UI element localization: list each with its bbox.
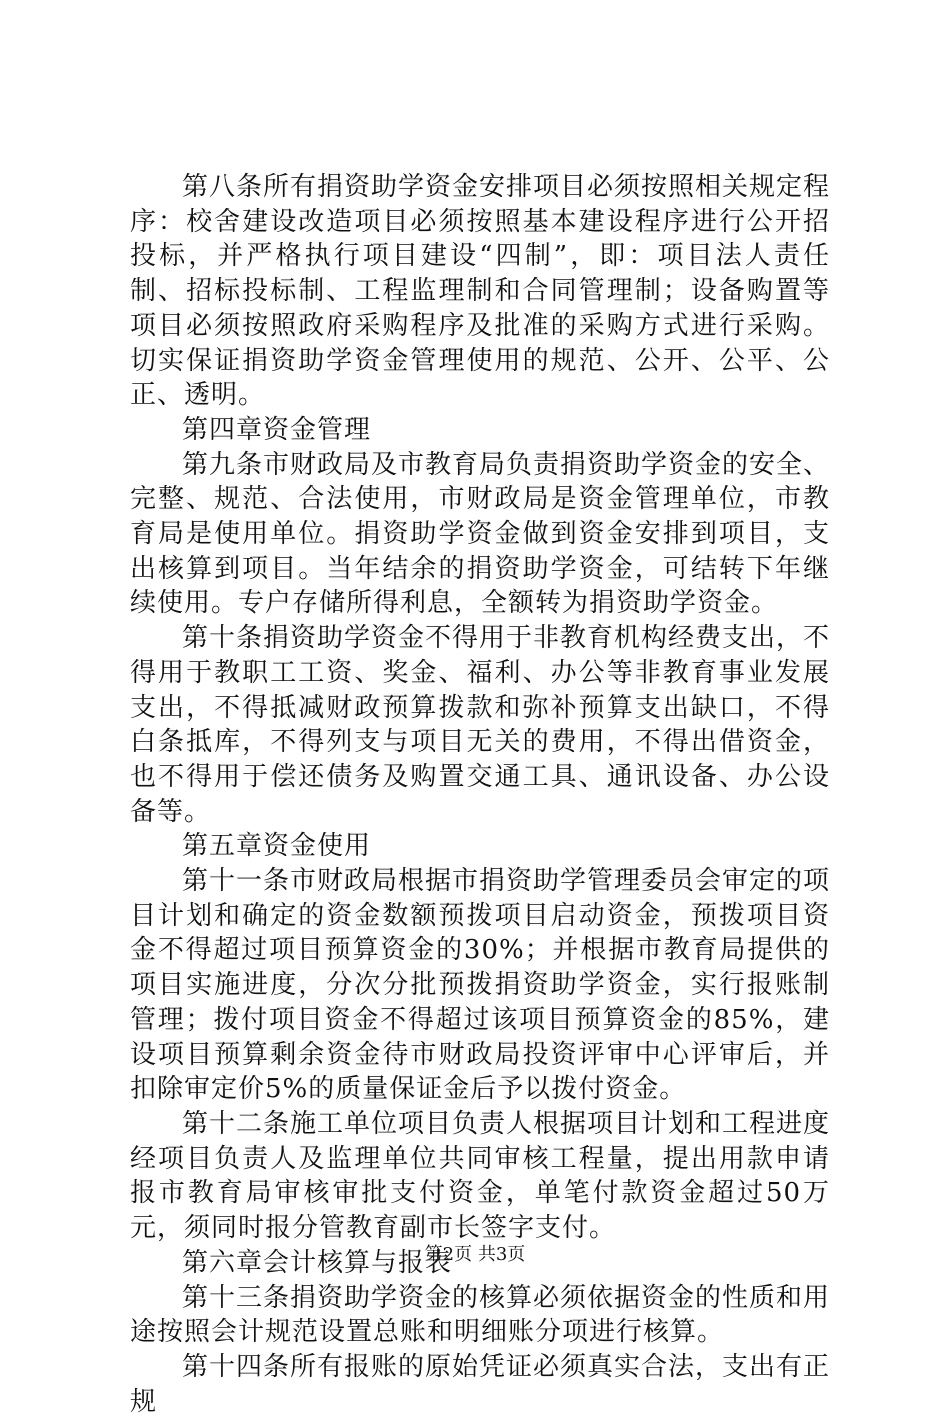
- article-8: 第八条所有捐资助学资金安排项目必须按照相关规定程序：校舍建设改造项目必须按照基本建设程序进行公开招投标，并严格执行项目建设“四制”，即：项目法人责任制、招标投标制、工程监理制和合同管理制；设备购置等项目必须按照政府采购程序及批准的采购方式进行采购。切实保证捐资助学资金管理使用的规范、公开、公平、公正、透明。: [130, 172, 831, 411]
- page-footer: 第2页 共3页: [424, 1244, 526, 1265]
- chapter-5-heading: 第五章资金使用: [182, 831, 372, 862]
- article-10: 第十条捐资助学资金不得用于非教育机构经费支出，不得用于教职工工资、奖金、福利、办公等非教育事业发展支出，不得抵减财政预算拨款和弥补预算支出缺口，不得白条抵库，不得列支与项目无关的费用，不得出借资金，也不得用于偿还债务及购置交通工具、通讯设备、办公设备等。: [130, 623, 831, 827]
- article-9: 第九条市财政局及市教育局负责捐资助学资金的安全、完整、规范、合法使用，市财政局是资金管理单位，市教育局是使用单位。捐资助学资金做到资金安排到项目，支出核算到项目。当年结余的捐资助学资金，可结转下年继续使用。专户存储所得利息，全额转为捐资助学资金。: [130, 449, 831, 619]
- chapter-6-heading: 第六章会计核算与报表: [182, 1247, 453, 1278]
- chapter-4-heading: 第四章资金管理: [182, 414, 372, 445]
- article-14: 第十四条所有报账的原始凭证必须真实合法，支出有正规: [130, 1351, 831, 1417]
- article-11: 第十一条市财政局根据市捐资助学管理委员会审定的项目计划和确定的资金数额预拨项目启动资金，预拨项目资金不得超过项目预算资金的30%；并根据市教育局提供的项目实施进度，分次分批预拨捐资助学资金，实行报账制管理；拨付项目资金不得超过该项目预算资金的85%，建设项目预算剩余资金待市财政局投资评审中心评审后，并扣除审定价5%的质量保证金后予以拨付资金。: [130, 866, 831, 1105]
- article-12: 第十二条施工单位项目负责人根据项目计划和工程进度经项目负责人及监理单位共同审核工程量，提出用款申请报市教育局审核审批支付资金，单笔付款资金超过50万元，须同时报分管教育副市长签字支付。: [130, 1108, 831, 1244]
- article-13: 第十三条捐资助学资金的核算必须依据资金的性质和用途按照会计规范设置总账和明细账分项进行核算。: [130, 1282, 831, 1348]
- document-body: [130, 170, 830, 1419]
